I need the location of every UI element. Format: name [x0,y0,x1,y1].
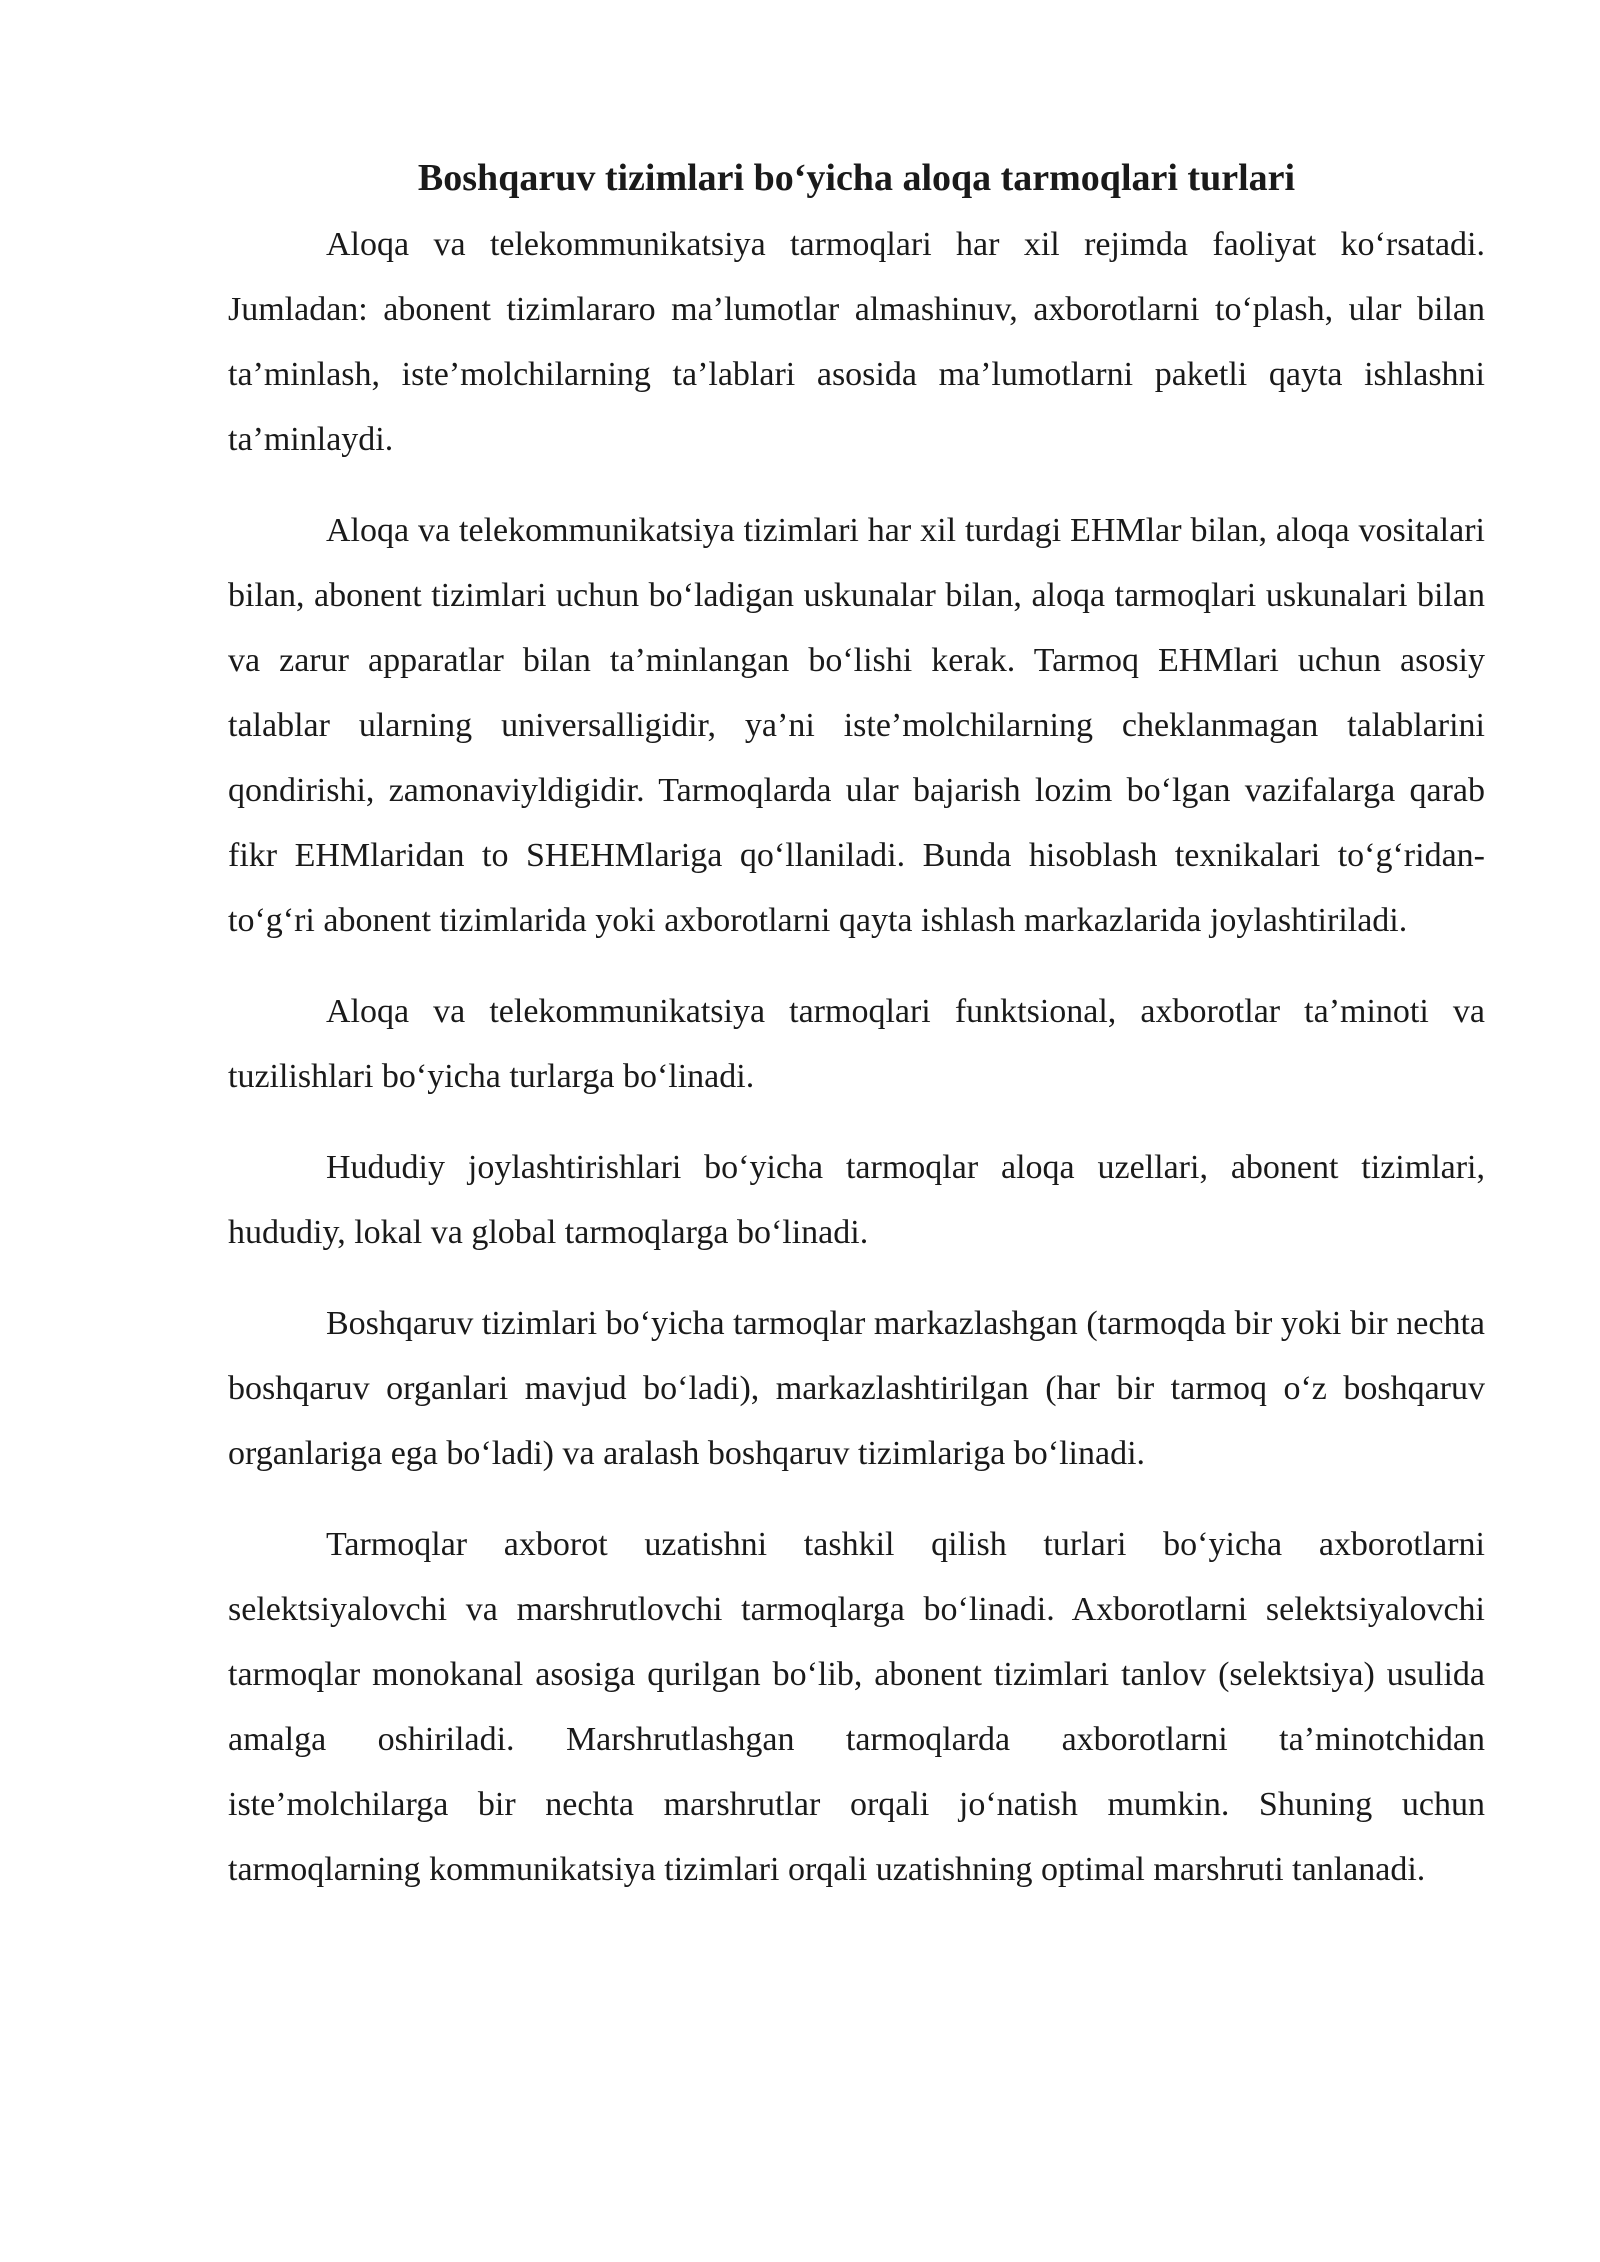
paragraph: Hududiy joylashtirishlari bo‘yicha tarmoqlar aloqa uzellari, abonent tizimlari, hududiy, lokal va global tarmoqlarga bo‘linadi. [228,1149,1485,1251]
paragraph: Tarmoqlar axborot uzatishni tashkil qilish turlari bo‘yicha axborotlarni selektsiyalovchi va marshrutlovchi tarmoqlarga bo‘linadi. Axborotlarni selektsiyalovchi tarmoqlar monokanal asosiga qurilgan bo‘lib, abonent tizimlari tanlov (selektsiya) usulida amalga oshiriladi. Marshrutlashgan tarmoqlarda axborotlarni ta’minotchidan iste’molchilarga bir nechta marshrutlar orqali jo‘natish mumkin. Shuning uchun tarmoqlarning kommunikatsiya tizimlari orqali uzatishning optimal marshruti tanlanadi. [228,1526,1485,1888]
paragraph: Aloqa va telekommunikatsiya tarmoqlari har xil rejimda faoliyat ko‘rsatadi. Jumladan: abonent tizimlararo ma’lumotlar almashinuv, axborotlarni to‘plash, ular bilan ta’minlash, iste’molchilarning ta’lablari asosida ma’lumotlarni paketli qayta ishlashni ta’minlaydi. [228,226,1485,458]
paragraph: Aloqa va telekommunikatsiya tarmoqlari funktsional, axborotlar ta’minoti va tuzilishlari bo‘yicha turlarga bo‘linadi. [228,993,1485,1095]
document-body [228,148,1485,1928]
document-title: Boshqaruv tizimlari bo‘yicha aloqa tarmoqlari turlari [417,157,1296,199]
paragraph: Boshqaruv tizimlari bo‘yicha tarmoqlar markazlashgan (tarmoqda bir yoki bir nechta boshqaruv organlari mavjud bo‘ladi), markazlashtirilgan (har bir tarmoq o‘z boshqaruv organlariga ega bo‘ladi) va aralash boshqaruv tizimlariga bo‘linadi. [228,1305,1485,1472]
paragraph: Aloqa va telekommunikatsiya tizimlari har xil turdagi EHMlar bilan, aloqa vositalari bilan, abonent tizimlari uchun bo‘ladigan uskunalar bilan, aloqa tarmoqlari uskunalari bilan va zarur apparatlar bilan ta’minlangan bo‘lishi kerak. Tarmoq EHMlari uchun asosiy talablar ularning universalligidir, ya’ni iste’molchilarning cheklanmagan talablarini qondirishi, zamonaviyldigidir. Tarmoqlarda ular bajarish lozim bo‘lgan vazifalarga qarab fikr EHMlaridan to SHEHMlariga qo‘llaniladi. Bunda hisoblash texnikalari to‘g‘ridan-to‘g‘ri abonent tizimlarida yoki axborotlarni qayta ishlash markazlarida joylashtiriladi. [228,512,1485,939]
